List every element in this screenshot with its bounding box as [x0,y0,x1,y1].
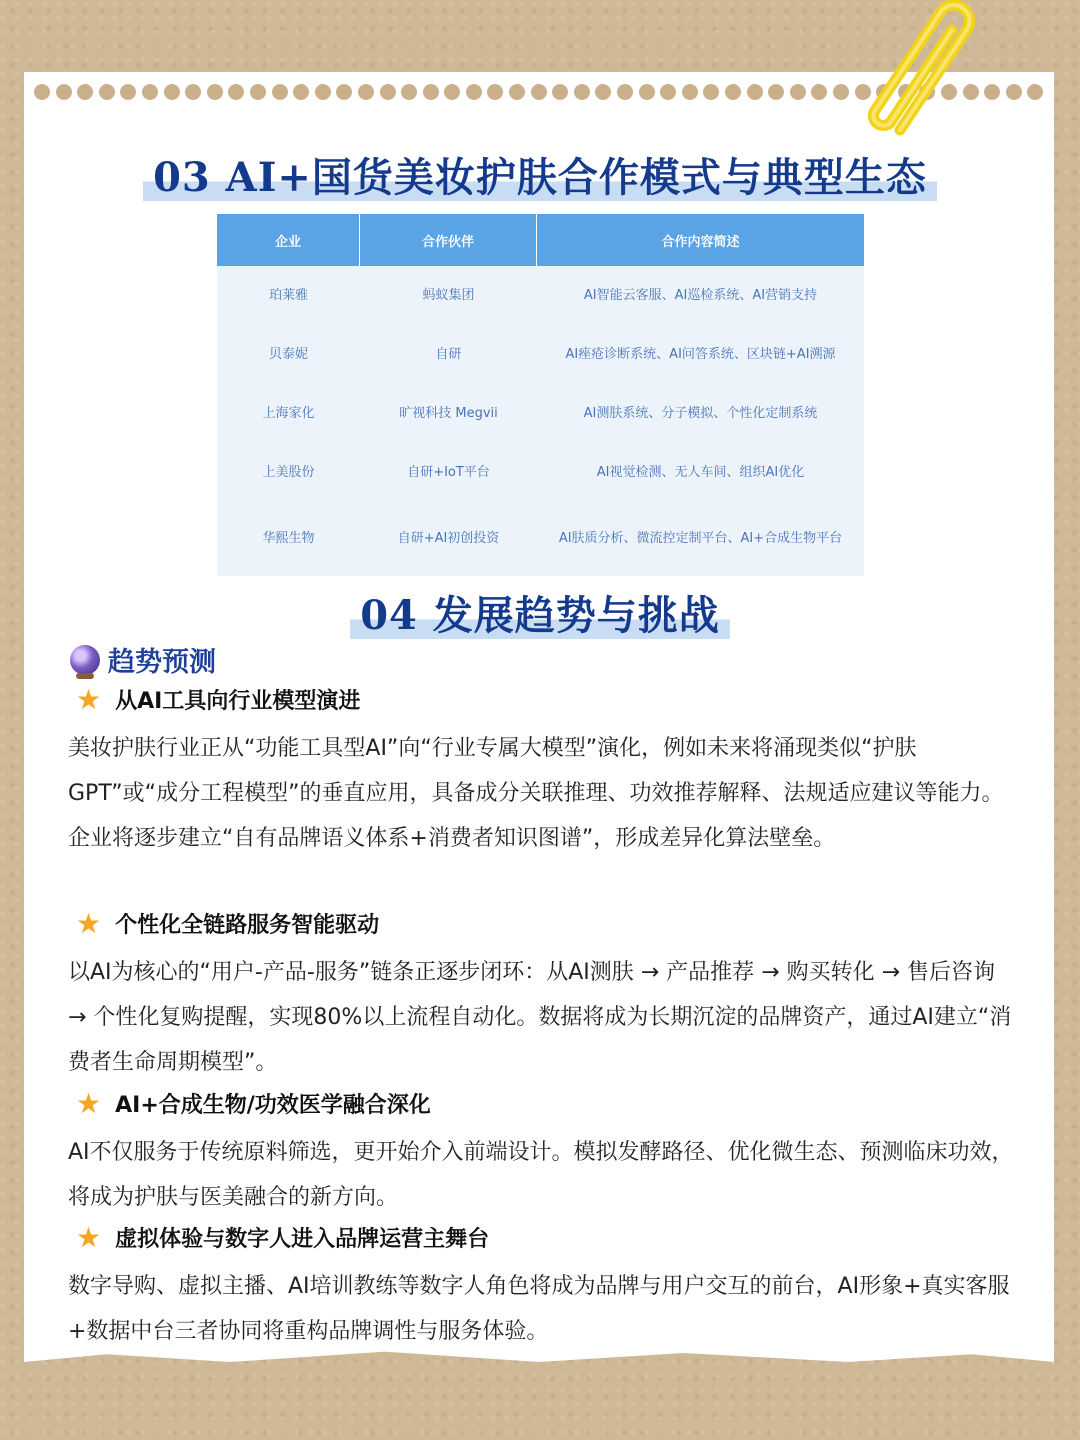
table-header [217,214,864,266]
star-icon: ★ [76,906,102,940]
cell-company: 上海家化 [262,405,315,421]
cell-partner: 自研 [435,346,462,362]
heading-text: 趋势预测 [108,647,216,678]
cell-company: 珀莱雅 [268,287,308,303]
header-content: 合作内容简述 [661,234,740,250]
cell-content: AI测肤系统、分子模拟、个性化定制系统 [583,405,818,421]
table-row [217,502,864,576]
header-partner: 合作伙伴 [360,214,537,266]
section-title-ecosystem: 03 AI+国货美妆护肤合作模式与典型生态 [0,146,1080,203]
cell-content: AI肤质分析、微流控定制平台、AI+合成生物平台 [558,531,843,546]
cooperation-table [217,214,864,576]
cell-content: AI视觉检测、无人车间、组织AI优化 [596,464,805,480]
cell-company: 华熙生物 [262,531,315,546]
header-company: 企业 [217,214,360,266]
cell-partner: 旷视科技 Megvii [399,405,498,421]
table-row [217,266,864,325]
cell-partner: 自研+AI初创投资 [397,531,500,546]
trend-item-text: AI不仅服务于传统原料筛选，更开始介入前端设计。模拟发酵路径、优化微生态、预测临床功效，将成为护肤与医美融合的新方向。 [68,1140,1014,1210]
star-icon: ★ [76,1086,102,1120]
trend-item-title: ★ 个性化全链路服务智能驱动 [76,906,380,940]
cell-partner: 蚂蚁集团 [422,287,475,303]
paperclip-icon [860,0,990,150]
table-row [217,384,864,443]
cell-content: AI智能云客服、AI巡检系统、AI营销支持 [583,287,818,303]
trend-forecast-heading [70,640,216,679]
cell-company: 贝泰妮 [268,346,308,362]
star-icon: ★ [76,682,102,716]
section-title-trends: 04 发展趋势与挑战 [0,584,1080,641]
trend-item-title: ★ AI+合成生物/功效医学融合深化 [76,1086,431,1120]
cell-company: 上美股份 [262,464,315,480]
crystal-ball-icon [70,645,100,675]
table-row [217,443,864,502]
trend-item-title: ★ 虚拟体验与数字人进入品牌运营主舞台 [76,1220,490,1254]
cell-content: AI痤疮诊断系统、AI问答系统、区块链+AI溯源 [565,346,836,362]
trend-item-text: 数字导购、虚拟主播、AI培训教练等数字人角色将成为品牌与用户交互的前台，AI形象+真实客服+数据中台三者协同将重构品牌调性与服务体验。 [68,1274,1010,1344]
trend-item-text: 美妆护肤行业正从“功能工具型AI”向“行业专属大模型”演化，例如未来将涌现类似“护肤GPT”或“成分工程模型”的垂直应用，具备成分关联推理、功效推荐解释、法规适应建议等能力。企业将逐步建立“自有品牌语义体系+消费者知识图谱”，形成差异化算法壁垒。 [68,736,1004,851]
cell-partner: 自研+IoT平台 [407,464,490,480]
star-icon: ★ [76,1220,102,1254]
trend-item-text: 以AI为核心的“用户-产品-服务”链条正逐步闭环：从AI测肤 → 产品推荐 → 购买转化 → 售后咨询 → 个性化复购提醒，实现80%以上流程自动化。数据将成为长期沉淀的品牌资产，通过AI建立“消费者生命周期模型”。 [68,960,1012,1075]
trend-item-title: ★ 从AI工具向行业模型演进 [76,682,361,716]
table-row [217,325,864,384]
